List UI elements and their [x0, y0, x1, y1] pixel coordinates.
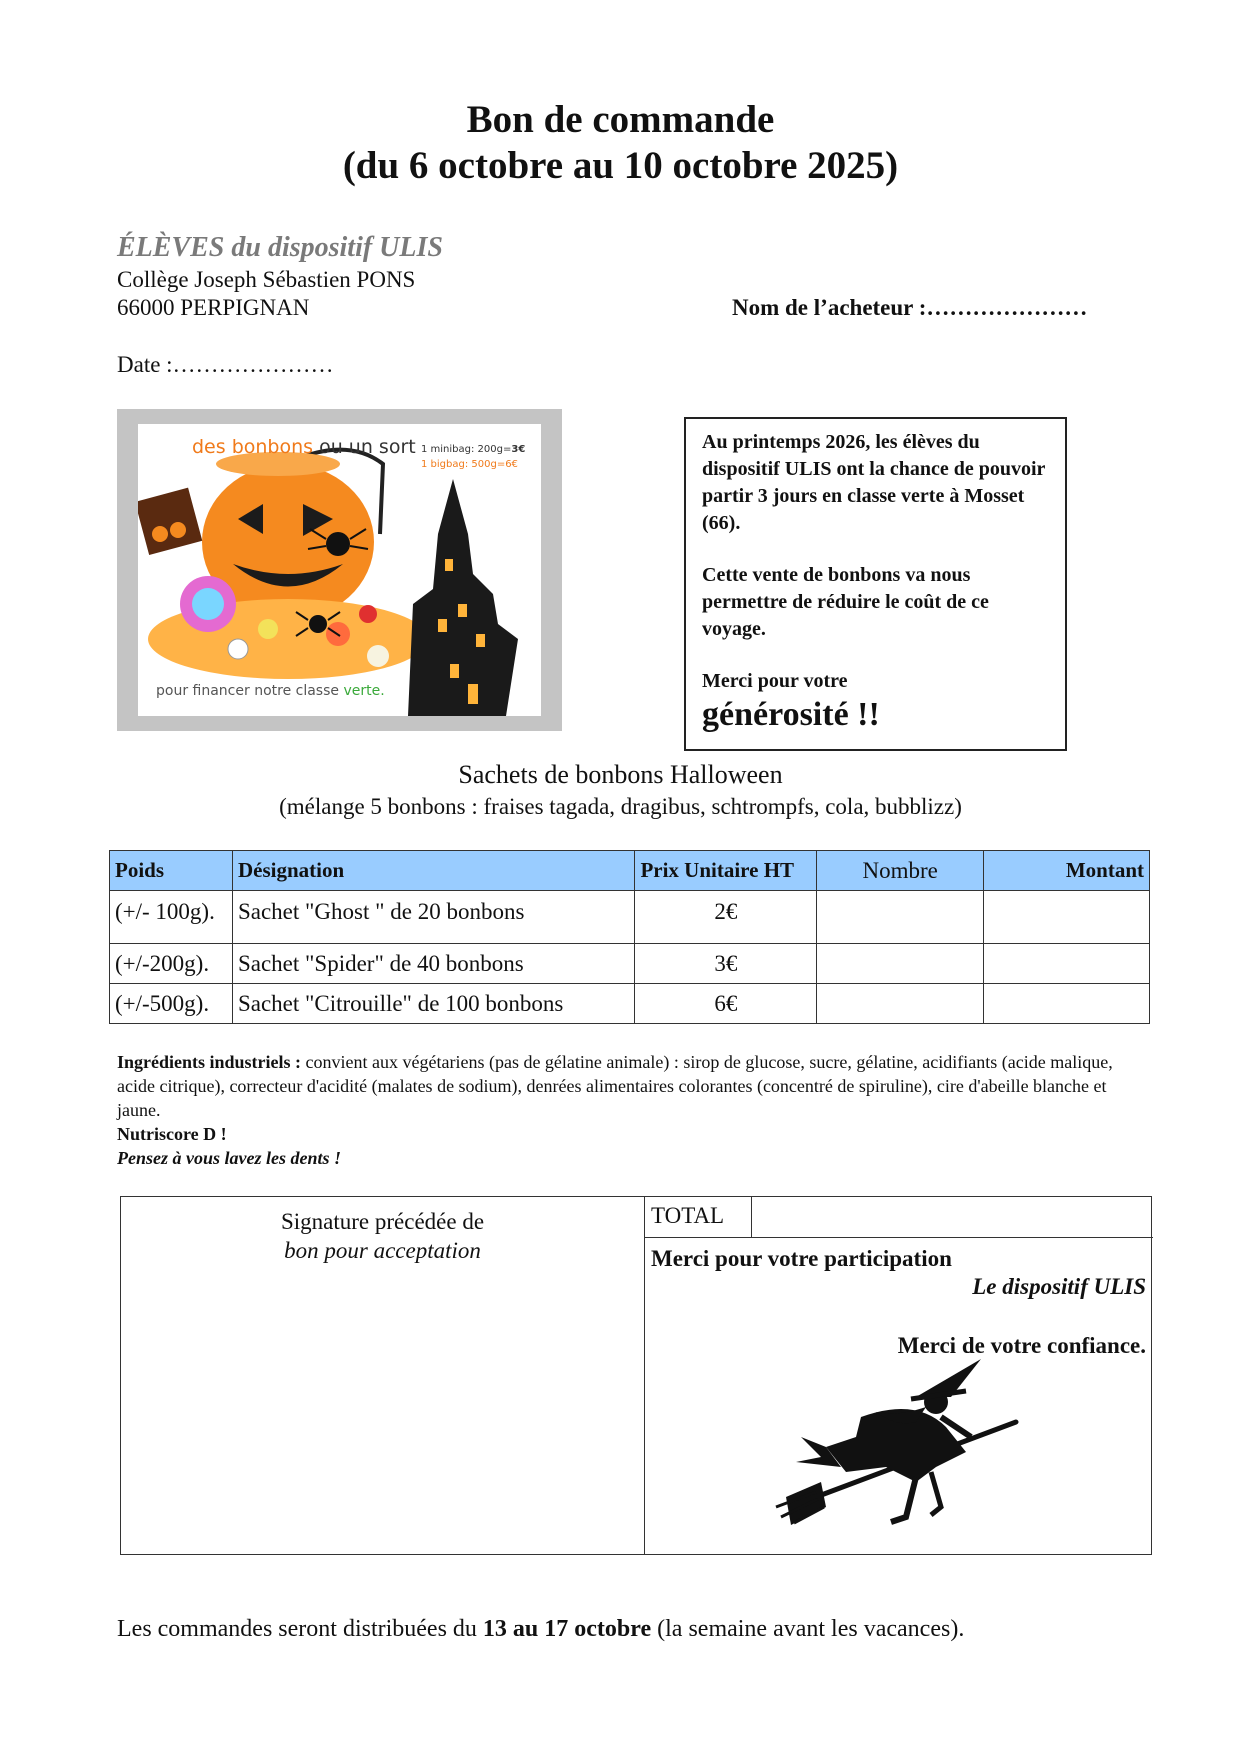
- witch-icon: [766, 1357, 1026, 1527]
- col-header-montant: Montant: [984, 851, 1150, 891]
- col-header-prix: Prix Unitaire HT: [635, 851, 817, 891]
- teeth-reminder: Pensez à vous lavez les dents !: [117, 1148, 341, 1168]
- ingredients-block: [117, 1050, 1127, 1170]
- info-paragraph-1: Au printemps 2026, les élèves du dispositif ULIS ont la chance de pouvoir partir 3 jours en classe verte à Mosset (66).: [702, 431, 1046, 534]
- cell-prix: 3€: [635, 944, 817, 984]
- ingredients-text: convient aux végétariens (pas de gélatine animale) : sirop de glucose, sucre, gélatine, acidifiants (acide malique, acide citrique), correcteur d'acidité (malates de sodium), denrées alimentaires colorantes (concentré de spiruline), cire d'abeille blanche et jaune.: [117, 1052, 1113, 1120]
- cell-montant[interactable]: [984, 944, 1150, 984]
- nutriscore: Nutriscore D !: [117, 1124, 227, 1144]
- total-field[interactable]: [753, 1199, 1151, 1235]
- section-subtitle: (mélange 5 bonbons : fraises tagada, dragibus, schtrompfs, cola, bubblizz): [279, 794, 962, 819]
- halloween-poster: [117, 409, 562, 731]
- col-header-designation: Désignation: [232, 851, 634, 891]
- cell-montant[interactable]: [984, 891, 1150, 944]
- cell-nombre[interactable]: [817, 984, 984, 1024]
- signature-label: Signature précédée de: [280, 1209, 485, 1234]
- cell-nombre[interactable]: [817, 944, 984, 984]
- cell-designation: Sachet "Citrouille" de 100 bonbons: [232, 984, 634, 1024]
- page-title-line1: Bon de commande: [466, 98, 775, 141]
- info-paragraph-3: Merci pour votre: [702, 670, 848, 692]
- info-box: [684, 417, 1067, 751]
- footer-note: Les commandes seront distribuées du 13 au 17 octobre (la semaine avant les vacances).: [117, 1616, 965, 1642]
- section-title: Sachets de bonbons Halloween: [458, 760, 783, 789]
- info-generosity: générosité !!: [702, 696, 880, 733]
- table-header-row: [110, 851, 1150, 891]
- col-header-poids: Poids: [110, 851, 233, 891]
- acceptance-label: bon pour acceptation: [284, 1238, 481, 1263]
- thanks-participation: Merci pour votre participation: [651, 1246, 952, 1271]
- cell-poids: (+/-200g).: [110, 944, 233, 984]
- thanks-confidence: Merci de votre confiance.: [897, 1333, 1146, 1358]
- school-name: ÉLÈVES du dispositif ULIS: [117, 232, 443, 263]
- poster-footer: pour financer notre classe verte.: [156, 683, 385, 699]
- price-table: [109, 850, 1150, 1024]
- page-title-line2: (du 6 octobre au 10 octobre 2025): [342, 144, 899, 187]
- buyer-name-field[interactable]: Nom de l’acheteur :…………………: [732, 295, 1088, 320]
- cell-nombre[interactable]: [817, 891, 984, 944]
- table-row: [110, 944, 1150, 984]
- date-field[interactable]: Date :…………………: [117, 352, 334, 377]
- ingredients-label: Ingrédients industriels :: [117, 1052, 302, 1072]
- signature-area[interactable]: [121, 1207, 644, 1265]
- poster-headline: des bonbons ou un sort: [192, 436, 416, 458]
- cell-prix: 2€: [635, 891, 817, 944]
- table-row: [110, 984, 1150, 1024]
- info-paragraph-2: Cette vente de bonbons va nous permettre de réduire le coût de ce voyage.: [702, 564, 989, 640]
- college-city: 66000 PERPIGNAN: [117, 295, 310, 320]
- cell-designation: Sachet "Spider" de 40 bonbons: [232, 944, 634, 984]
- cell-designation: Sachet "Ghost " de 20 bonbons: [232, 891, 634, 944]
- cell-prix: 6€: [635, 984, 817, 1024]
- cell-poids: (+/- 100g).: [110, 891, 233, 944]
- poster-prices: 1 minibag: 200g=3€ 1 bigbag: 500g=6€: [421, 444, 526, 470]
- table-row: [110, 891, 1150, 944]
- total-label: TOTAL: [651, 1203, 725, 1228]
- poster-image: [138, 424, 541, 716]
- signature-ulis: Le dispositif ULIS: [972, 1274, 1146, 1299]
- college-name: Collège Joseph Sébastien PONS: [117, 267, 416, 292]
- col-header-nombre: Nombre: [817, 851, 984, 891]
- cell-poids: (+/-500g).: [110, 984, 233, 1024]
- cell-montant[interactable]: [984, 984, 1150, 1024]
- signature-total-box: [120, 1196, 1152, 1555]
